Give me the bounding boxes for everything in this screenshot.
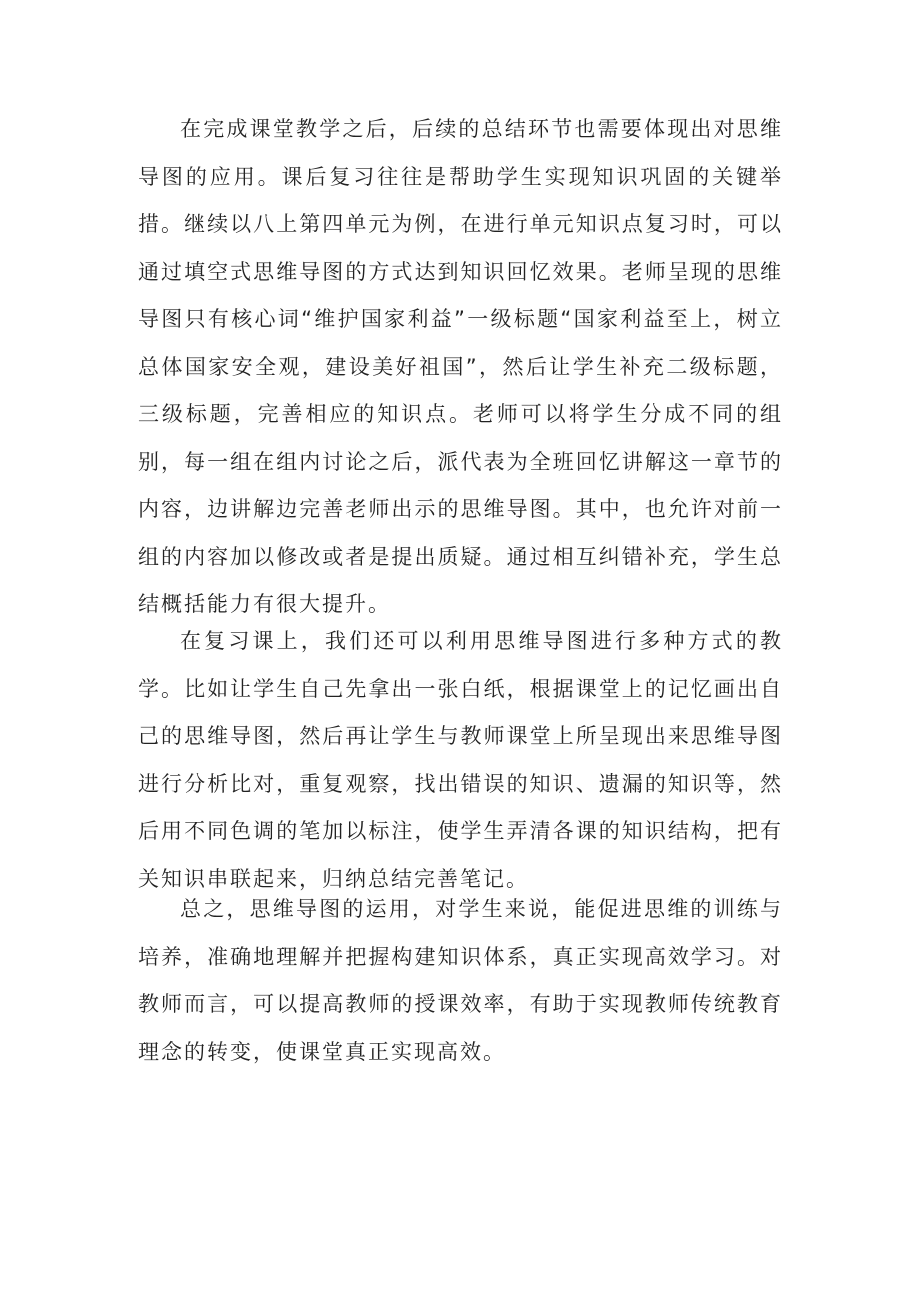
body-paragraph-2: 在复习课上，我们还可以利用思维导图进行多种方式的教学。比如让学生自己先拿出一张白纸，根据课堂上的记忆画出自己的思维导图，然后再让学生与教师课堂上所呈现出来思维导图进行分析比对，重复观察，找出错误的知识、遗漏的知识等，然后用不同色调的笔加以标注，使学生弄清各课的知识结构，把有关知识串联起来，归纳总结完善笔记。 — [138, 629, 783, 891]
body-paragraph-1: 在完成课堂教学之后，后续的总结环节也需要体现出对思维导图的应用。课后复习往往是帮助学生实现知识巩固的关键举措。继续以八上第四单元为例，在进行单元知识点复习时，可以通过填空式思维导图的方式达到知识回忆效果。老师呈现的思维导图只有核心词“维护国家利益”一级标题“国家利益至上，树立总体国家安全观，建设美好祖国”，然后让学生补充二级标题，三级标题，完善相应的知识点。老师可以将学生分成不同的组别，每一组在组内讨论之后，派代表为全班回忆讲解这一章节的内容，边讲解边完善老师出示的思维导图。其中，也允许对前一组的内容加以修改或者是提出质疑。通过相互纠错补充，学生总结概括能力有很大提升。 — [138, 117, 783, 616]
body-paragraph-3: 总之，思维导图的运用，对学生来说，能促进思维的训练与培养，准确地理解并把握构建知识体系，真正实现高效学习。对教师而言，可以提高教师的授课效率，有助于实现教师传统教育理念的转变，使课堂真正实现高效。 — [138, 897, 783, 1064]
